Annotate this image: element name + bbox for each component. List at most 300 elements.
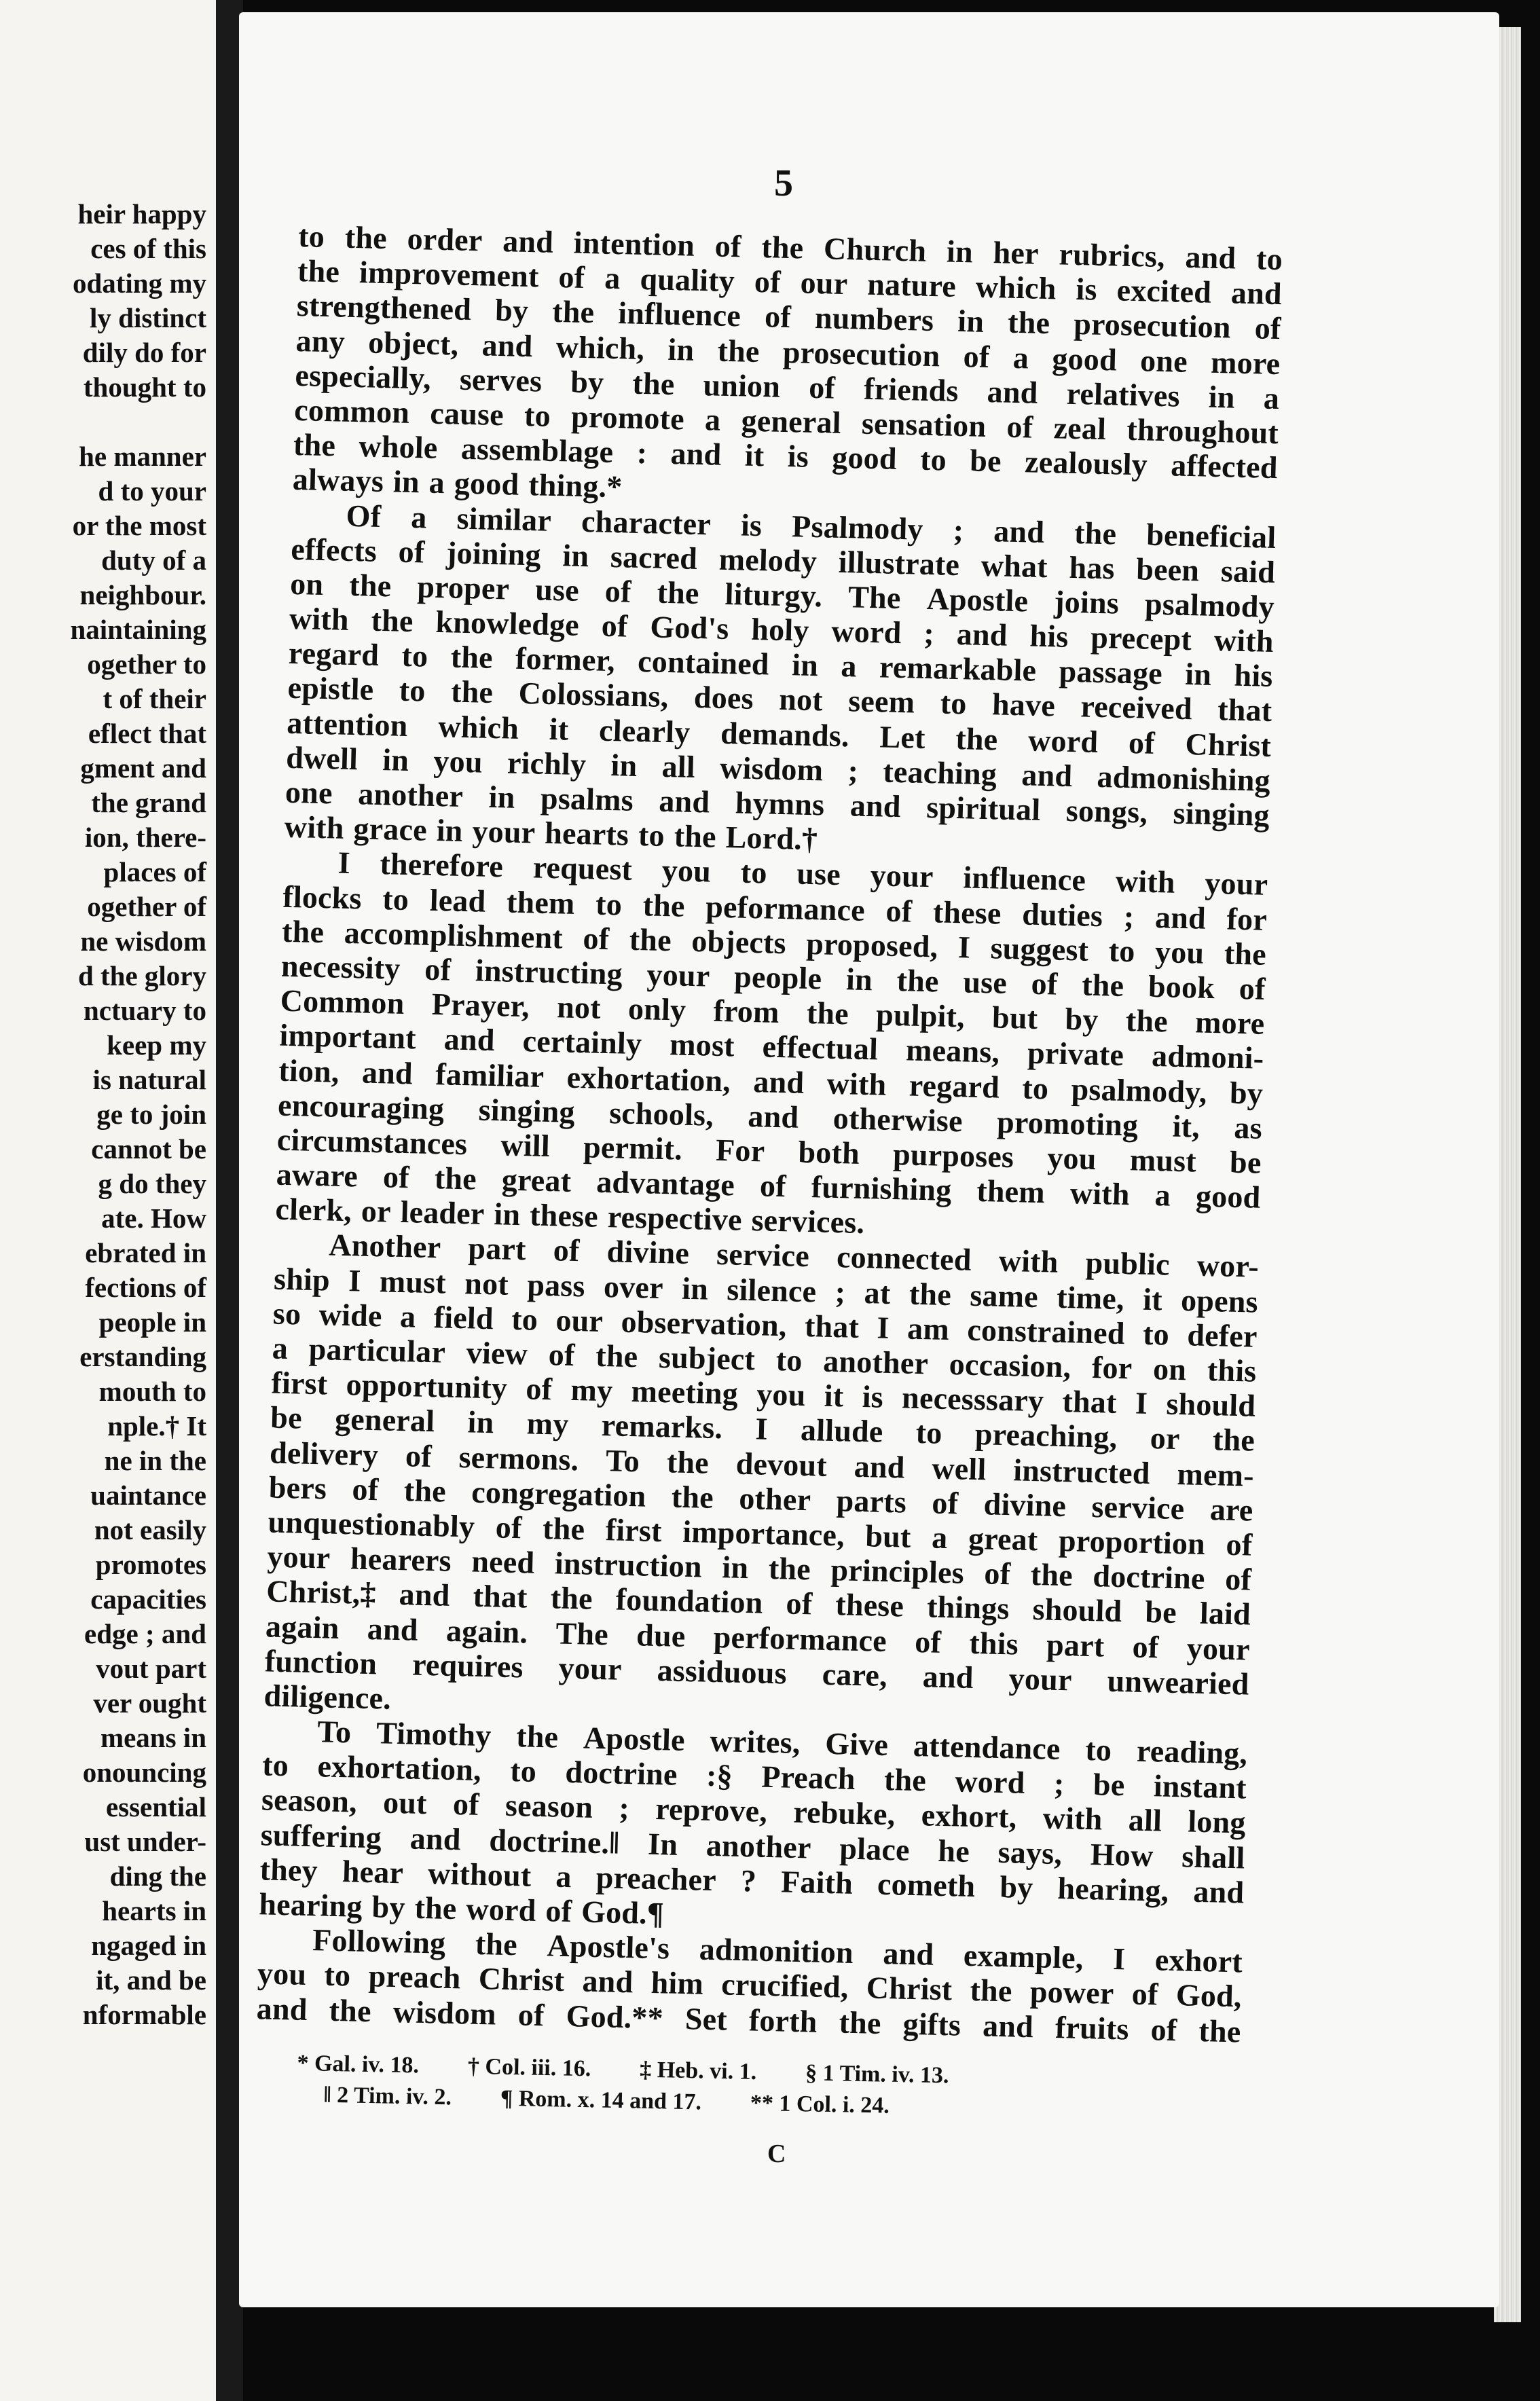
word: dwell <box>285 739 359 777</box>
word: the <box>642 887 686 923</box>
word: private <box>1027 1035 1124 1073</box>
word: that <box>1062 1384 1118 1421</box>
word: these <box>932 894 1002 931</box>
word: laid <box>1199 1596 1251 1632</box>
word: God, <box>1175 1977 1243 2014</box>
word: a <box>555 1858 572 1894</box>
word: of <box>885 893 913 929</box>
word: all <box>1128 1802 1162 1839</box>
word: Let <box>879 719 926 755</box>
word: the <box>666 1444 710 1480</box>
word: ; <box>618 1791 630 1826</box>
word: a <box>1263 380 1280 416</box>
word: writes, <box>709 1723 801 1761</box>
word: in <box>845 961 873 997</box>
word: assemblage <box>460 430 614 470</box>
word: another <box>357 776 464 813</box>
word: demands. <box>720 715 850 753</box>
word: the <box>717 333 760 369</box>
word: remarkable <box>879 649 1037 689</box>
word: to <box>511 1301 538 1337</box>
word: order <box>407 221 483 258</box>
word: a <box>410 499 428 535</box>
left-page-line: essential <box>105 1791 206 1822</box>
word: psalmody, <box>1071 1071 1208 1110</box>
word: and <box>443 1021 496 1058</box>
word: of <box>1224 1561 1252 1597</box>
word: of <box>452 1786 480 1822</box>
word: word <box>954 1763 1026 1801</box>
word: accomplishment <box>344 915 564 955</box>
word: one <box>1139 342 1188 379</box>
word: has <box>1068 549 1116 586</box>
word: any <box>295 323 346 359</box>
left-page-line: capacities <box>90 1583 206 1615</box>
left-page-line: nple.† It <box>107 1410 206 1442</box>
footnote: ‖ 2 Tim. iv. 2. <box>323 2082 452 2110</box>
word: proposed, <box>805 925 938 964</box>
word: of <box>1226 1526 1253 1562</box>
word: objects <box>691 923 787 960</box>
word: prosecution <box>1073 306 1232 345</box>
word: effects <box>290 531 378 568</box>
word: foundation <box>615 1581 764 1620</box>
word: to <box>324 1957 351 1993</box>
word: admonishing <box>1097 758 1271 798</box>
word: your <box>558 1650 623 1687</box>
word: thing.* <box>528 467 623 505</box>
word: suffering <box>260 1816 382 1855</box>
word: means, <box>905 1032 1000 1069</box>
word: and <box>399 1577 451 1613</box>
word: character <box>581 503 712 541</box>
word: and <box>922 1658 974 1695</box>
word: his <box>1029 618 1069 654</box>
word: in <box>610 747 638 783</box>
word: the <box>896 963 940 999</box>
left-page-line: he manner <box>79 441 206 472</box>
word: of <box>1254 310 1282 346</box>
word: wor- <box>1196 1248 1260 1285</box>
word: you <box>257 1956 307 1992</box>
left-page-line: duty of a <box>101 545 206 576</box>
word: spiritual <box>925 790 1041 827</box>
word: example, <box>963 1937 1084 1976</box>
word: good <box>1051 340 1118 377</box>
word: received <box>1080 689 1193 727</box>
word: this <box>968 1625 1019 1662</box>
word: said <box>1220 553 1276 589</box>
left-page-line: ces of this <box>90 233 206 264</box>
word: furnishing <box>811 1169 952 1208</box>
word: our <box>800 265 848 301</box>
word: for <box>1091 1349 1133 1386</box>
word: most <box>669 1027 735 1063</box>
word: to <box>940 685 968 721</box>
left-page-line: uaintance <box>90 1480 206 1511</box>
word: : <box>636 435 648 471</box>
word: constrained <box>966 1312 1126 1351</box>
word: the <box>1198 2013 1242 2049</box>
word: advantage <box>595 1164 735 1203</box>
word: by <box>494 293 529 329</box>
word: her <box>993 235 1040 271</box>
word: power <box>1029 1974 1115 2011</box>
word: the <box>657 574 700 610</box>
word: word <box>465 1891 537 1928</box>
word: the <box>671 1479 714 1515</box>
word: must <box>379 1263 447 1300</box>
word: influence <box>962 860 1086 898</box>
word: and <box>956 617 1008 653</box>
left-page-line: mouth to <box>98 1376 206 1407</box>
word: in <box>392 464 420 500</box>
word: ; <box>1123 898 1135 934</box>
word: to <box>638 818 665 854</box>
left-page-line: ne in the <box>104 1445 206 1476</box>
word: rebuke, <box>792 1795 896 1832</box>
word: of <box>548 1337 576 1373</box>
word: it <box>1142 1281 1163 1317</box>
word: in <box>436 813 464 849</box>
word: should <box>1032 1592 1122 1629</box>
word: of <box>398 534 426 570</box>
word: object, <box>367 325 459 362</box>
footnote: * Gal. iv. 18. <box>297 2050 420 2078</box>
word: these <box>529 1197 599 1234</box>
word: but <box>864 1518 912 1554</box>
word: the <box>839 2004 882 2040</box>
word: hearing <box>258 1886 363 1924</box>
left-page-line: it, and be <box>96 1964 206 1996</box>
word: effectual <box>762 1029 879 1067</box>
word: epistle <box>287 670 374 708</box>
word: psalmody <box>1144 586 1275 624</box>
word: union <box>703 367 781 404</box>
word: to <box>382 881 409 917</box>
word: to <box>595 886 623 922</box>
word: field <box>433 1299 494 1336</box>
word: numbers <box>814 300 934 338</box>
word: of <box>545 1893 572 1929</box>
word: richly <box>507 745 587 782</box>
word: the <box>909 1276 952 1312</box>
word: cometh <box>877 1866 976 1903</box>
left-page-line: g do they <box>98 1168 206 1199</box>
word: both <box>798 1134 860 1171</box>
word: quality <box>639 261 735 299</box>
word: the <box>414 1890 458 1926</box>
word: in <box>382 741 409 777</box>
word: care, <box>822 1656 888 1693</box>
word: by <box>371 1889 406 1925</box>
footnote: ** 1 Col. i. 24. <box>750 2090 890 2119</box>
left-page-line: means in <box>100 1722 206 1753</box>
word: the <box>542 1510 585 1547</box>
word: the <box>595 1338 638 1374</box>
word: zealously <box>1024 444 1148 482</box>
word: to <box>1108 933 1136 969</box>
word: it, <box>1172 1108 1200 1144</box>
word: you <box>756 1376 807 1413</box>
word: I <box>1112 1941 1126 1977</box>
word: prosecution <box>782 334 940 373</box>
word: that <box>804 1308 860 1344</box>
word: Apostle <box>926 581 1029 619</box>
word: of <box>1131 1977 1159 2012</box>
left-page-line: fections of <box>85 1272 206 1303</box>
word: the <box>1125 1003 1169 1039</box>
left-page-line: or the most <box>72 510 206 541</box>
word: joining <box>445 534 542 572</box>
word: admonition <box>699 1931 854 1971</box>
word: well <box>931 1450 987 1486</box>
word: for <box>1226 901 1268 937</box>
word: of <box>604 573 632 609</box>
word: nature <box>866 266 957 304</box>
word: the <box>1030 1557 1074 1593</box>
left-page-line: ding the <box>109 1861 206 1892</box>
word: to <box>919 441 947 477</box>
word: does <box>693 680 754 716</box>
word: admoni- <box>1151 1038 1264 1076</box>
word: sensation <box>861 405 987 443</box>
left-page-line: not easily <box>94 1514 206 1545</box>
word: of <box>382 1159 410 1195</box>
word: leader <box>400 1194 485 1232</box>
word: former, <box>515 640 616 678</box>
word: be <box>1229 1144 1262 1180</box>
word: The <box>555 1615 609 1651</box>
word: a <box>931 1520 949 1555</box>
word: part <box>1046 1627 1105 1664</box>
word: ; <box>1053 1766 1065 1801</box>
word: of <box>914 1624 942 1660</box>
word: reading, <box>1136 1733 1248 1771</box>
word: due <box>636 1617 686 1653</box>
word: of <box>601 608 629 644</box>
word: necessity <box>280 948 401 986</box>
word: and <box>658 783 710 820</box>
word: or <box>361 1193 392 1229</box>
word: I <box>957 929 971 965</box>
word: the <box>1224 936 1267 972</box>
word: the <box>955 720 998 757</box>
word: in <box>681 1270 709 1306</box>
body-text <box>256 219 1283 2049</box>
word: in <box>467 1404 494 1440</box>
word: your <box>870 858 934 894</box>
word: and <box>1230 275 1283 312</box>
word: and <box>409 1820 462 1856</box>
word: of <box>558 259 585 295</box>
word: ? <box>740 1863 757 1899</box>
word: performance <box>713 1619 887 1658</box>
word: be <box>1093 1767 1126 1803</box>
word: and <box>1192 1873 1245 1910</box>
word: God's <box>649 609 730 646</box>
word: certainly <box>522 1023 642 1061</box>
word: joins <box>1053 584 1120 621</box>
word: have <box>991 686 1056 723</box>
word: God.** <box>566 1998 664 2035</box>
word: which <box>975 269 1057 306</box>
word: the <box>297 253 340 289</box>
word: of <box>525 1371 553 1407</box>
word: am <box>906 1311 950 1346</box>
word: wide <box>318 1296 383 1334</box>
word: that <box>473 1578 528 1615</box>
word: they <box>259 1852 318 1888</box>
word: a <box>399 1298 416 1334</box>
word: zeal <box>1053 410 1107 447</box>
word: the <box>883 1762 927 1798</box>
word: respective <box>607 1199 743 1238</box>
word: and <box>882 1936 934 1972</box>
word: Following <box>312 1922 446 1960</box>
word: whole <box>358 428 439 466</box>
word: permit. <box>583 1129 683 1167</box>
word: this <box>1207 1353 1257 1389</box>
word: good <box>1195 1178 1262 1215</box>
word: the <box>631 365 676 401</box>
left-page-line: thought to <box>83 371 206 403</box>
word: the <box>293 427 336 463</box>
word: silence <box>726 1271 817 1309</box>
word: the <box>1074 515 1117 551</box>
word: Apostle's <box>546 1928 670 1966</box>
word: good <box>831 439 898 476</box>
word: your <box>1008 1660 1073 1698</box>
word: book <box>1148 968 1215 1006</box>
word: my <box>570 1372 613 1408</box>
word: the <box>371 602 414 639</box>
word: the <box>768 1550 811 1587</box>
word: another <box>705 1827 812 1865</box>
word: rubrics, <box>1058 236 1166 274</box>
word: without <box>427 1855 532 1893</box>
footnote: ¶ Rom. x. 14 and 17. <box>500 2085 702 2115</box>
word: the <box>1081 967 1124 1003</box>
word: part <box>467 1230 527 1267</box>
word: the <box>329 1992 372 2028</box>
word: is <box>862 1379 884 1414</box>
word: the <box>281 913 325 949</box>
word: to <box>401 638 428 674</box>
word: service <box>1091 1488 1185 1526</box>
word: with <box>289 600 350 637</box>
left-page-line: d to your <box>98 475 206 507</box>
word: necesssary <box>901 1380 1044 1418</box>
word: and <box>361 1055 414 1090</box>
word: it <box>744 437 765 473</box>
word: are <box>1209 1491 1254 1528</box>
word: the <box>550 1580 593 1617</box>
word: strengthened <box>296 288 472 327</box>
signature-mark: C <box>767 2140 786 2168</box>
word: Apostle <box>583 1720 686 1758</box>
word: devout <box>735 1446 828 1483</box>
word: encouraging <box>277 1087 445 1126</box>
word: the <box>403 1472 447 1509</box>
word: service <box>716 1236 810 1274</box>
word: with <box>1042 1800 1103 1837</box>
word: hearts <box>544 815 629 852</box>
word: and <box>993 513 1045 549</box>
word: requires <box>411 1647 524 1685</box>
word: unquestionably <box>268 1504 475 1544</box>
word: with <box>826 1065 887 1102</box>
word: of <box>808 369 836 405</box>
word: parts <box>836 1482 907 1520</box>
word: shall <box>1181 1838 1246 1875</box>
word: a <box>1012 340 1029 375</box>
word: sacred <box>610 538 698 576</box>
word: pulpit, <box>875 997 966 1034</box>
word: in <box>667 331 695 367</box>
word: what <box>980 547 1048 584</box>
word: at <box>864 1275 892 1311</box>
word: as <box>1233 1110 1263 1145</box>
word: of <box>517 1996 545 2032</box>
word: suggest <box>990 930 1089 968</box>
word: a <box>704 402 721 437</box>
left-page-line <box>3 405 206 439</box>
word: therefore <box>380 846 504 884</box>
word: and <box>502 223 554 259</box>
word: services. <box>751 1203 865 1241</box>
word: psalms <box>540 780 634 818</box>
word: you <box>1154 934 1205 970</box>
word: the <box>551 294 595 330</box>
word: of <box>963 338 991 374</box>
word: and <box>581 1963 634 2000</box>
word: to <box>297 219 325 254</box>
word: need <box>471 1543 535 1580</box>
word: singing <box>478 1092 576 1129</box>
word: of <box>405 1437 433 1473</box>
word: tion, <box>278 1052 340 1089</box>
word: congregation <box>471 1474 647 1514</box>
word: important <box>279 1017 417 1056</box>
word: in <box>562 537 589 573</box>
word: request <box>532 849 633 887</box>
word: the <box>344 219 388 256</box>
word: grace <box>352 811 428 847</box>
word: in <box>1208 379 1236 415</box>
left-page-line: is natural <box>92 1064 206 1095</box>
word: only <box>627 991 686 1027</box>
word: of <box>931 1485 959 1521</box>
word: the <box>674 818 717 854</box>
word: seem <box>847 683 915 720</box>
word: To <box>316 1714 352 1750</box>
word: and <box>982 2008 1034 2044</box>
word: is <box>1075 272 1098 307</box>
word: not <box>778 682 824 718</box>
word: lead <box>429 882 487 919</box>
word: connected <box>836 1239 972 1278</box>
left-page-line: vout part <box>96 1653 206 1684</box>
word: Psalmody <box>791 508 924 547</box>
word: of <box>754 264 782 299</box>
word: word <box>830 613 902 650</box>
word: proportion <box>1058 1522 1206 1561</box>
word: and <box>1184 239 1236 276</box>
word: Christ <box>1185 726 1272 763</box>
left-page-line: ogether to <box>87 648 206 680</box>
word: God.¶ <box>581 1894 665 1931</box>
